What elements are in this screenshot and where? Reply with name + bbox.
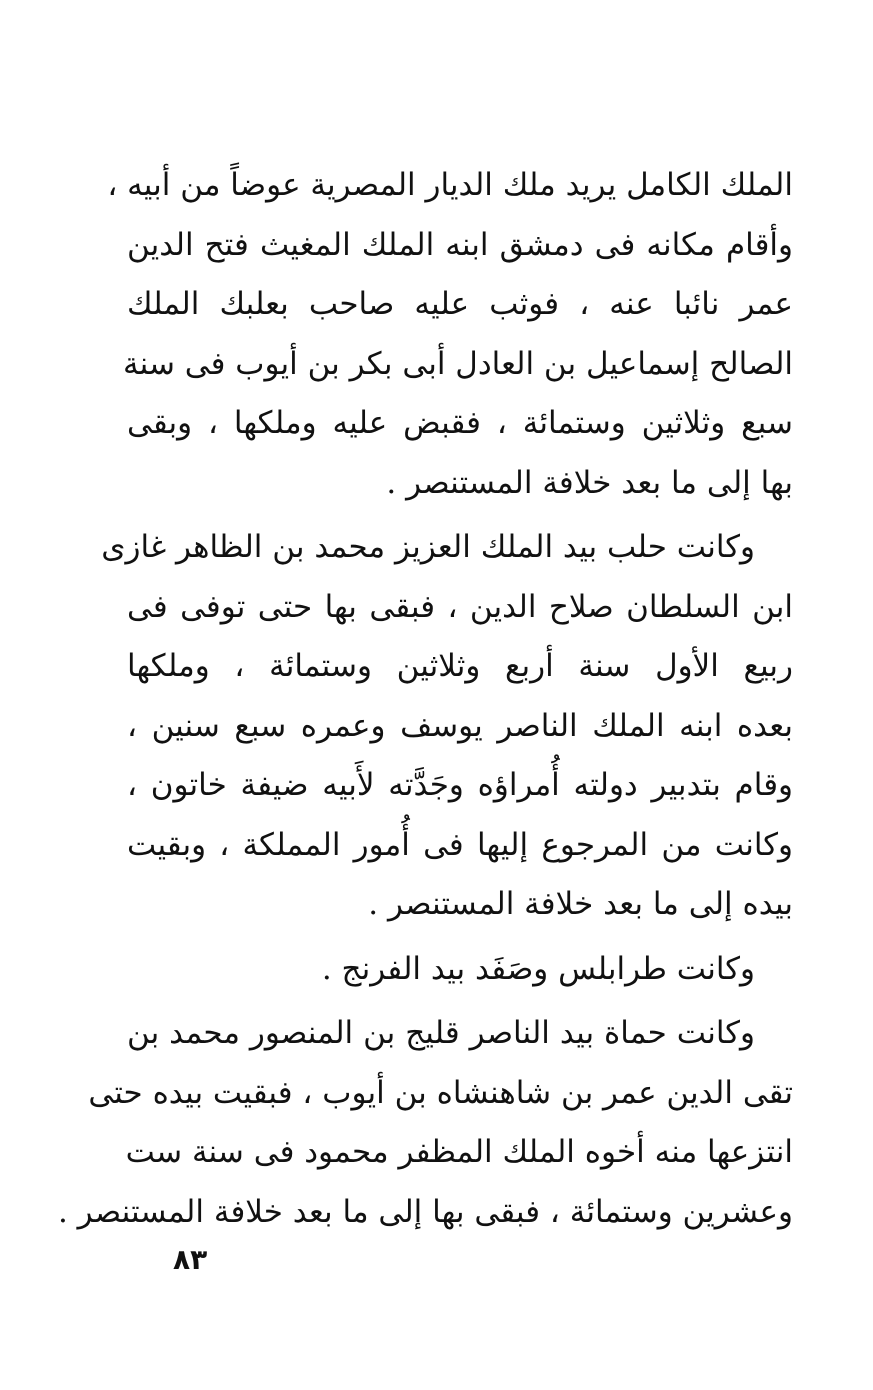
text-line: عمر نائبا عنه ، فوثب عليه صاحب بعلبك الملك	[127, 286, 793, 322]
text-line: سبع وثلاثين وستمائة ، فقبض عليه وملكها ، وبقى	[127, 405, 793, 441]
paragraph-2	[101, 518, 793, 935]
text-line: الصالح إسماعيل بن العادل أبى بكر بن أيوب فى سنة	[122, 345, 793, 382]
text-line: وكانت من المرجوع إليها فى أُمور المملكة ، وبقيت	[127, 826, 793, 863]
text-line: وقام بتدبير دولته أُمراؤه وجَدَّته لأَبيه ضيفة خاتون ،	[127, 767, 793, 803]
text-line: وكانت حلب بيد الملك العزيز محمد بن الظاهر غازى	[101, 529, 755, 565]
text-line: انتزعها منه أخوه الملك المظفر محمود فى سنة ست	[125, 1134, 793, 1170]
text-line: بعده ابنه الملك الناصر يوسف وعمره سبع سنين ،	[127, 707, 793, 744]
text-line: بيده إلى ما بعد خلافة المستنصر .	[368, 886, 793, 922]
body-text	[57, 156, 793, 1247]
text-line: الملك الكامل يريد ملك الديار المصرية عوضاً من أبيه ،	[107, 167, 793, 203]
text-line: وكانت طرابلس وصَفَد بيد الفرنج .	[321, 950, 755, 987]
text-line: وأقام مكانه فى دمشق ابنه الملك المغيث فتح الدين	[127, 226, 793, 263]
text-line: وكانت حماة بيد الناصر قليج بن المنصور محمد بن	[127, 1015, 755, 1051]
text-line: ابن السلطان صلاح الدين ، فبقى بها حتى توفى فى	[127, 588, 793, 625]
paragraph-3	[127, 940, 793, 1000]
text-line: بها إلى ما بعد خلافة المستنصر .	[386, 464, 793, 501]
text-line: وعشرين وستمائة ، فبقى بها إلى ما بعد خلافة المستنصر .	[57, 1193, 793, 1230]
text-line: ربيع الأول سنة أربع وثلاثين وستمائة ، وملكها	[127, 648, 793, 684]
paragraph-4	[57, 1004, 793, 1242]
text-line: تقى الدين عمر بن شاهنشاه بن أيوب ، فبقيت بيده حتى	[88, 1074, 793, 1111]
page-number: ٨٣	[173, 1243, 208, 1276]
paragraph-1	[107, 156, 793, 513]
